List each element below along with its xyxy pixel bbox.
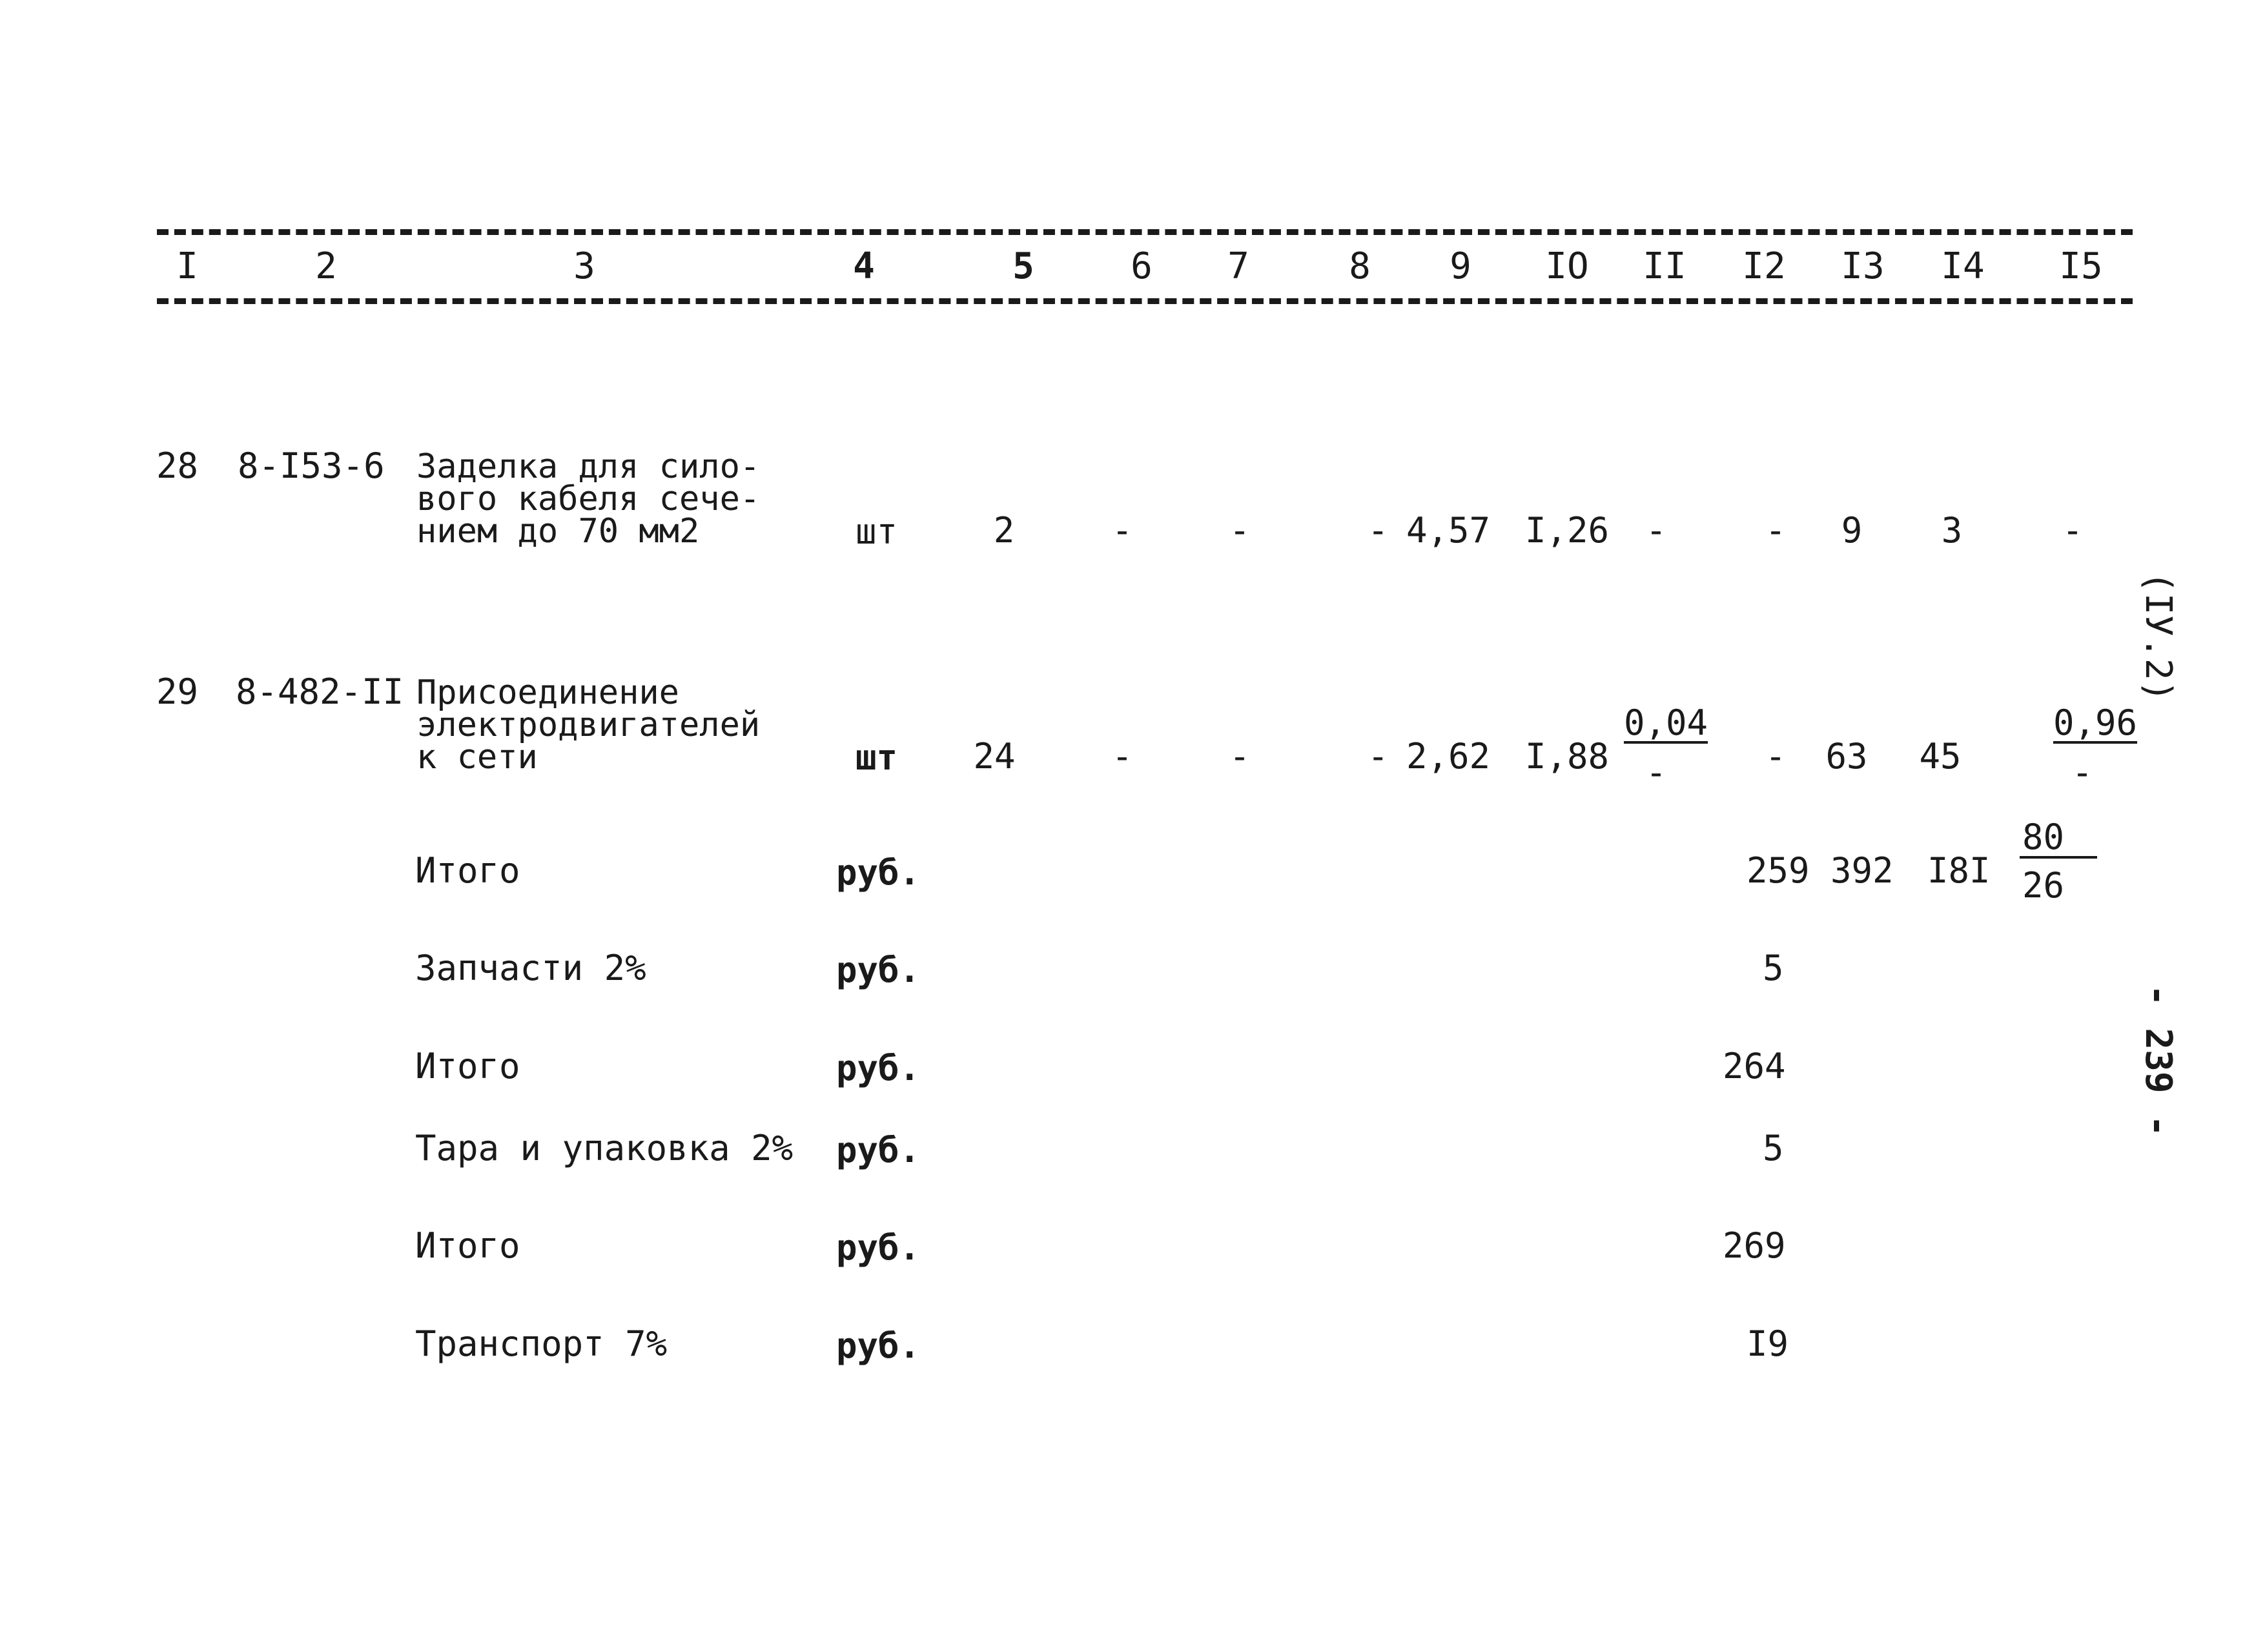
totals-unit: руб. [836, 852, 921, 893]
row-description-line: нием до 70 мм2 [416, 512, 700, 551]
col-header-7: 7 [1227, 245, 1249, 287]
col-header-9: 9 [1450, 245, 1471, 287]
col-header-10: IO [1545, 245, 1589, 287]
totals-label: Итого [415, 850, 520, 891]
totals-unit: руб. [836, 1227, 921, 1268]
row-code: 8-482-II [236, 671, 404, 712]
fraction-bar [2020, 856, 2097, 859]
totals-col12: 269 [1723, 1225, 1786, 1266]
cell-col15-denominator: - [2071, 752, 2093, 793]
totals-col12: 259 [1747, 850, 1810, 891]
cell-col7: - [1229, 736, 1251, 777]
totals-col12: 5 [1763, 1128, 1784, 1168]
totals-label: Транспорт 7% [415, 1323, 668, 1364]
cell-col13: 9 [1841, 510, 1863, 551]
cell-col6: - [1111, 510, 1133, 551]
totals-label: Итого [415, 1225, 520, 1266]
totals-label: Итого [415, 1046, 520, 1086]
totals-label: Тара и упаковка 2% [415, 1128, 794, 1168]
row-description-line: электродвигателей [416, 706, 761, 744]
col-header-2: 2 [315, 245, 337, 287]
totals-label: Запчасти 2% [415, 948, 646, 988]
totals-unit: руб. [836, 1325, 921, 1366]
row-number: 29 [156, 671, 199, 712]
cell-col12: - [1765, 510, 1787, 551]
cell-col11-denominator: - [1645, 752, 1667, 793]
row-unit: шт [856, 737, 898, 778]
cell-col7: - [1229, 510, 1251, 551]
cell-col10: I,26 [1525, 510, 1610, 551]
cell-col5: 24 [973, 736, 1016, 777]
col-header-1: I [176, 245, 198, 287]
totals-col12: I9 [1747, 1323, 1789, 1364]
row-description-line: вого кабеля сече- [416, 480, 761, 518]
cell-col11-numerator: 0,04 [1623, 702, 1708, 743]
col-header-4: 4 [853, 245, 875, 287]
col-header-11: II [1643, 245, 1686, 287]
cell-col5: 2 [993, 510, 1015, 551]
col-header-6: 6 [1131, 245, 1153, 287]
row-description-line: к сети [416, 738, 538, 777]
col-header-5: 5 [1012, 245, 1034, 287]
page-number: - 239 - [2137, 984, 2179, 1137]
cell-col15: - [2062, 510, 2084, 551]
totals-col12: 264 [1723, 1046, 1786, 1086]
totals-col15-denominator: 26 [2022, 865, 2065, 906]
cell-col9: 4,57 [1406, 510, 1491, 551]
row-description-line: Присоединение [416, 673, 679, 712]
row-code: 8-I53-6 [238, 445, 385, 486]
cell-col14: 3 [1941, 510, 1963, 551]
col-header-13: I3 [1841, 245, 1885, 287]
totals-unit: руб. [836, 1130, 921, 1170]
section-code: (IУ.2) [2137, 571, 2179, 702]
totals-unit: руб. [836, 1048, 921, 1088]
cell-col11: - [1645, 510, 1667, 551]
cell-col6: - [1111, 736, 1133, 777]
row-unit: шт [856, 511, 898, 552]
totals-col13: 392 [1830, 850, 1894, 891]
col-header-12: I2 [1742, 245, 1786, 287]
col-header-15: I5 [2059, 245, 2103, 287]
cell-col9: 2,62 [1406, 736, 1491, 777]
cell-col10: I,88 [1525, 736, 1610, 777]
totals-col14: I8I [1927, 850, 1991, 891]
cell-col8: - [1368, 736, 1389, 777]
row-number: 28 [156, 445, 199, 486]
header-bottom-rule [157, 298, 2133, 304]
cell-col14: 45 [1919, 736, 1962, 777]
totals-unit: руб. [836, 950, 921, 990]
cell-col15-numerator: 0,96 [2053, 702, 2138, 743]
totals-col12: 5 [1763, 948, 1784, 988]
row-description-line: Заделка для сило- [416, 447, 761, 486]
totals-col15-numerator: 80 [2022, 817, 2065, 857]
col-header-14: I4 [1941, 245, 1985, 287]
cell-col13: 63 [1825, 736, 1868, 777]
cell-col8: - [1368, 510, 1389, 551]
col-header-8: 8 [1349, 245, 1371, 287]
col-header-3: 3 [573, 245, 595, 287]
cell-col12: - [1765, 736, 1787, 777]
header-top-rule [157, 229, 2133, 235]
